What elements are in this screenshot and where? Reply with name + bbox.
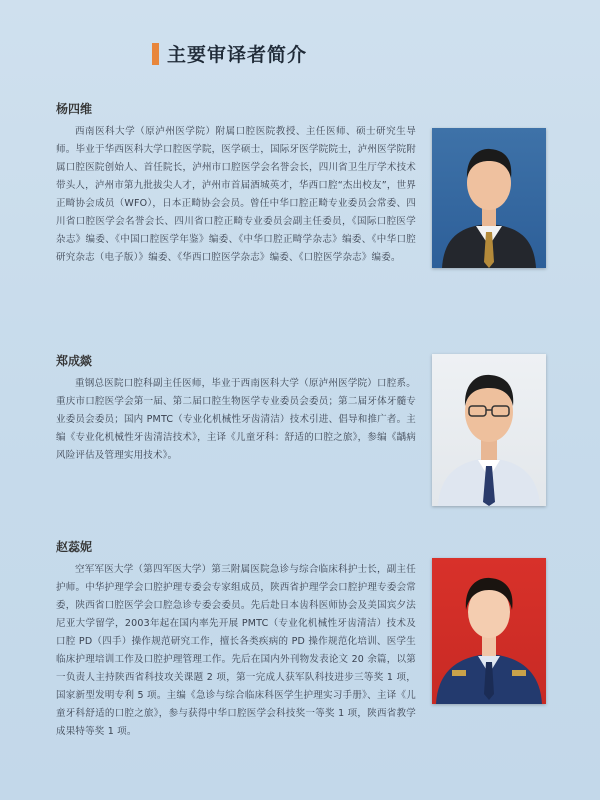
bio-name: 杨四维: [56, 102, 93, 116]
bio-text: 空军军医大学（第四军医大学）第三附属医院急诊与综合临床科护士长，副主任护师。中华护理学会口腔护理专委会专家组成员，陕西省护理学会口腔护理专委会常委，陕西省口腔医学会口腔急诊专委会委员。先后赴日本齿科医师协会及美国宾夕法尼亚大学留学，2003年起在国内率先开展 PMTC（专业化机械性牙齿清洁）技术及口腔 PD（四手）操作规范研究工作，擅长各类疾病的 PD 操作规范化培训、医学生临床护理培训工作及口腔护理管理工作。先后在国内外刊物发表论文 20 余篇，以第一负责人主持陕西省科技攻关课题 2 项，第一完成人获军队科技进步三等奖 1 项，国家新型发明专利 5 项。主编《急诊与综合临床科医学生护理实习手册》、主译《儿童牙科舒适的口腔之旅》，参与获得中华口腔医学会科技奖一等奖 1 项，陕西省教学成果特等奖 1 项。: [56, 564, 416, 737]
portrait-icon: [432, 128, 546, 268]
portrait-icon: [432, 354, 546, 506]
page-title-text: 主要审译者简介: [167, 44, 308, 66]
bio-section: [56, 352, 416, 465]
bio-name: 赵蕊妮: [56, 540, 93, 554]
bio-section: [56, 538, 416, 741]
bio-section: [56, 100, 416, 267]
portrait-photo: [432, 354, 546, 506]
bio-text: 重钢总医院口腔科副主任医师，毕业于西南医科大学（原泸州医学院）口腔系。重庆市口腔医学会第一届、第二届口腔生物医学专业委员会委员；第二届牙体牙髓专业委员会委员；国内 PMTC（专业化机械性牙齿清洁）技术引进、倡导和推广者。主编《专业化机械性牙齿清洁技术》，主译《儿童牙科：舒适的口腔之旅》，参编《龋病风险评估及管理实用技术》。: [56, 378, 416, 461]
page-title: [152, 40, 307, 67]
bio-name: 郑成燚: [56, 354, 93, 368]
title-accent-bar: [152, 43, 159, 65]
portrait-icon: [432, 558, 546, 704]
portrait-photo: [432, 558, 546, 704]
portrait-photo: [432, 128, 546, 268]
bio-text: 西南医科大学（原泸州医学院）附属口腔医院教授、主任医师、硕士研究生导师。毕业于华西医科大学口腔医学院，医学硕士，国际牙医学院院士，泸州医学院附属口腔医院创始人、首任院长，泸州市口腔医学会名誉会长，四川省卫生厅学术技术带头人，泸州市第九批拔尖人才，泸州市首届酒城英才，华西口腔“杰出校友”，世界正畸协会成员（WFO），日本正畸协会会员。曾任中华口腔正畸专业委员会常委、四川省口腔医学会名誉会长、四川省口腔正畸专业委员会副主任委员，《国际口腔医学杂志》编委、《中国口腔医学年鉴》编委、《中华口腔正畸学杂志》编委、《中华口腔研究杂志（电子版）》编委、《华西口腔医学杂志》编委、《口腔医学杂志》编委。: [56, 126, 416, 263]
